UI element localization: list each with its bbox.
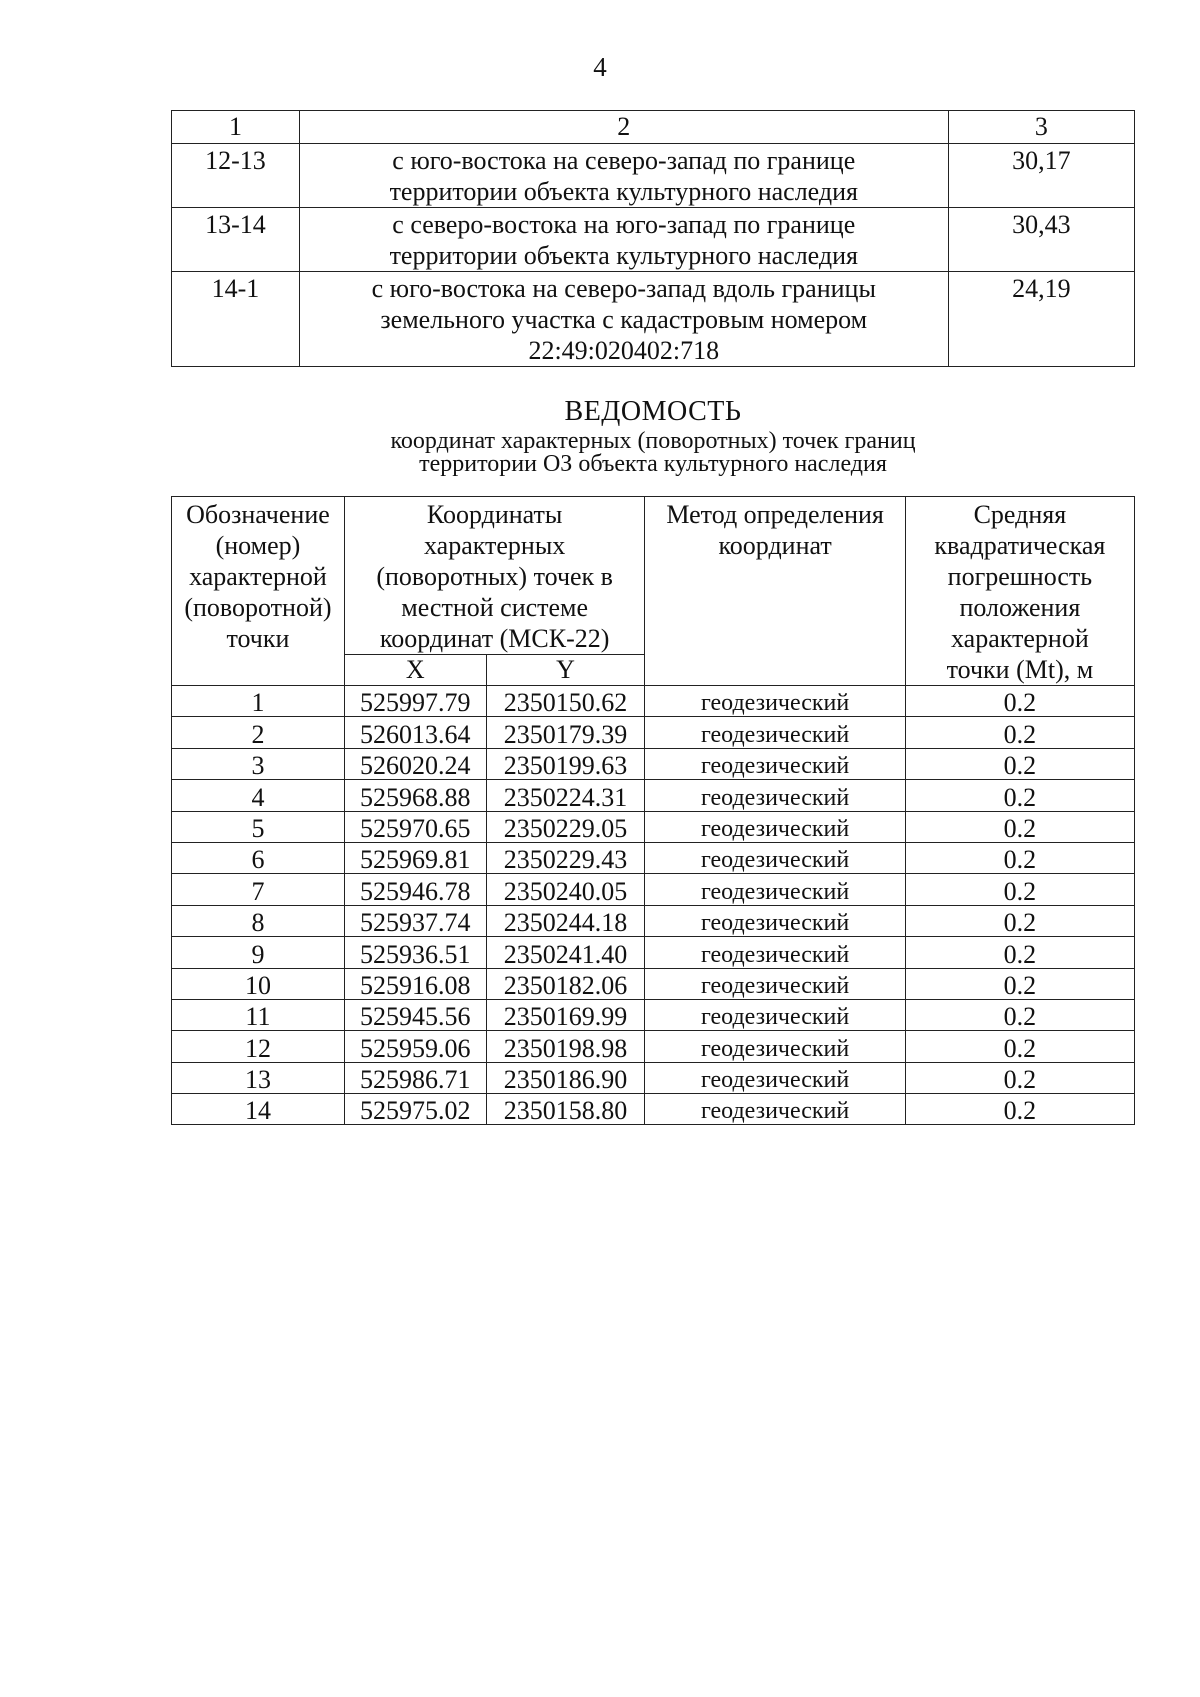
segment-cell: 12-13 (172, 144, 300, 208)
error-cell: 0.2 (905, 1062, 1134, 1093)
x-coordinate-cell: 525936.51 (344, 937, 486, 968)
header-line: Средняя (973, 500, 1067, 529)
header-cell-col3: 3 (948, 111, 1134, 144)
method-cell: геодезический (645, 842, 905, 873)
y-coordinate-cell: 2350229.05 (486, 811, 645, 842)
report-title: ВЕДОМОСТЬ (564, 396, 742, 427)
table-row (172, 1062, 1135, 1093)
x-coordinate-cell: 525975.02 (344, 1094, 486, 1125)
error-cell: 0.2 (905, 748, 1134, 779)
description-line: территории объекта культурного наследия (389, 241, 858, 270)
header-line: (поворотных) точек в (376, 562, 613, 591)
y-coordinate-cell: 2350150.62 (486, 686, 645, 717)
error-cell: 0.2 (905, 968, 1134, 999)
description-line: с юго-востока на северо-запад вдоль границы (371, 274, 876, 303)
header-cell-col2: 2 (299, 111, 948, 144)
description-line: с северо-востока на юго-запад по границе (392, 210, 856, 239)
method-cell: геодезический (645, 748, 905, 779)
method-cell: геодезический (645, 1062, 905, 1093)
y-coordinate-cell: 2350199.63 (486, 748, 645, 779)
y-coordinate-cell: 2350169.99 (486, 999, 645, 1030)
x-coordinate-cell: 526013.64 (344, 717, 486, 748)
header-line: характерной (951, 624, 1089, 653)
y-coordinate-cell: 2350158.80 (486, 1094, 645, 1125)
header-line: точки (Mt), м (946, 655, 1094, 684)
header-line: положения (959, 593, 1081, 622)
table-row (172, 208, 1135, 272)
route-table-header-row (172, 111, 1135, 144)
header-mean-square-error (905, 497, 1134, 686)
report-subtitle-line-1: координат характерных (поворотных) точек границ (390, 428, 916, 454)
coordinates-table-body (172, 686, 1135, 1125)
point-number-cell: 2 (172, 717, 345, 748)
y-coordinate-cell: 2350241.40 (486, 937, 645, 968)
y-coordinate-cell: 2350244.18 (486, 905, 645, 936)
header-line: погрешность (947, 562, 1093, 591)
y-coordinate-cell: 2350198.98 (486, 1031, 645, 1062)
y-coordinate-cell: 2350224.31 (486, 780, 645, 811)
coordinates-table (171, 496, 1135, 1125)
y-coordinate-cell: 2350186.90 (486, 1062, 645, 1093)
point-number-cell: 13 (172, 1062, 345, 1093)
header-line: квадратическая (934, 531, 1106, 560)
table-row (172, 272, 1135, 367)
x-coordinate-cell: 525970.65 (344, 811, 486, 842)
error-cell: 0.2 (905, 811, 1134, 842)
table-row (172, 874, 1135, 905)
y-coordinate-cell: 2350229.43 (486, 842, 645, 873)
header-line: точки (226, 624, 290, 653)
point-number-cell: 4 (172, 780, 345, 811)
header-line: Координаты (426, 500, 563, 529)
header-line: Обозначение (186, 500, 330, 529)
y-coordinate-cell: 2350179.39 (486, 717, 645, 748)
error-cell: 0.2 (905, 1094, 1134, 1125)
header-line: Метод определения (666, 500, 884, 529)
x-coordinate-cell: 525937.74 (344, 905, 486, 936)
error-cell: 0.2 (905, 842, 1134, 873)
header-coordinates (344, 497, 645, 655)
header-cell-col1: 1 (172, 111, 300, 144)
table-row (172, 937, 1135, 968)
description-line: с юго-востока на северо-запад по границе (392, 146, 856, 175)
point-number-cell: 7 (172, 874, 345, 905)
method-cell: геодезический (645, 968, 905, 999)
x-coordinate-cell: 525946.78 (344, 874, 486, 905)
description-line: 22:49:020402:718 (528, 336, 720, 365)
length-cell: 30,17 (948, 144, 1134, 208)
x-coordinate-cell: 525968.88 (344, 780, 486, 811)
table-row (172, 842, 1135, 873)
header-point-designation (172, 497, 345, 686)
x-coordinate-cell: 525945.56 (344, 999, 486, 1030)
coordinates-table-head (172, 497, 1135, 686)
error-cell: 0.2 (905, 1031, 1134, 1062)
description-line: территории объекта культурного наследия (389, 177, 858, 206)
error-cell: 0.2 (905, 905, 1134, 936)
header-line: характерной (189, 562, 327, 591)
method-cell: геодезический (645, 874, 905, 905)
method-cell: геодезический (645, 937, 905, 968)
point-number-cell: 1 (172, 686, 345, 717)
x-coordinate-cell: 525969.81 (344, 842, 486, 873)
header-line: координат (МСК-22) (379, 624, 610, 653)
description-cell (299, 144, 948, 208)
header-line: (поворотной) (184, 593, 332, 622)
table-row (172, 811, 1135, 842)
table-row (172, 144, 1135, 208)
method-cell: геодезический (645, 999, 905, 1030)
header-y: Y (486, 655, 645, 686)
point-number-cell: 6 (172, 842, 345, 873)
length-cell: 30,43 (948, 208, 1134, 272)
error-cell: 0.2 (905, 717, 1134, 748)
segment-cell: 14-1 (172, 272, 300, 367)
error-cell: 0.2 (905, 780, 1134, 811)
report-subtitle-line-2: территории ОЗ объекта культурного наследия (419, 451, 887, 477)
method-cell: геодезический (645, 780, 905, 811)
length-cell: 24,19 (948, 272, 1134, 367)
table-row (172, 717, 1135, 748)
method-cell: геодезический (645, 686, 905, 717)
point-number-cell: 14 (172, 1094, 345, 1125)
header-line: координат (718, 531, 832, 560)
point-number-cell: 3 (172, 748, 345, 779)
method-cell: геодезический (645, 717, 905, 748)
description-cell (299, 208, 948, 272)
error-cell: 0.2 (905, 937, 1134, 968)
y-coordinate-cell: 2350240.05 (486, 874, 645, 905)
x-coordinate-cell: 525986.71 (344, 1062, 486, 1093)
table-row (172, 686, 1135, 717)
point-number-cell: 10 (172, 968, 345, 999)
error-cell: 0.2 (905, 874, 1134, 905)
header-line: (номер) (215, 531, 301, 560)
table-row (172, 905, 1135, 936)
page-number: 4 (593, 52, 607, 82)
point-number-cell: 12 (172, 1031, 345, 1062)
method-cell: геодезический (645, 905, 905, 936)
route-table (171, 110, 1135, 367)
x-coordinate-cell: 525959.06 (344, 1031, 486, 1062)
header-line: характерных (424, 531, 566, 560)
point-number-cell: 5 (172, 811, 345, 842)
table-row (172, 999, 1135, 1030)
route-table-body (172, 111, 1135, 367)
point-number-cell: 8 (172, 905, 345, 936)
header-line: местной системе (401, 593, 589, 622)
method-cell: геодезический (645, 1031, 905, 1062)
y-coordinate-cell: 2350182.06 (486, 968, 645, 999)
table-row (172, 748, 1135, 779)
table-row (172, 1094, 1135, 1125)
method-cell: геодезический (645, 811, 905, 842)
x-coordinate-cell: 525997.79 (344, 686, 486, 717)
description-line: земельного участка с кадастровым номером (380, 305, 868, 334)
table-row (172, 780, 1135, 811)
point-number-cell: 9 (172, 937, 345, 968)
x-coordinate-cell: 526020.24 (344, 748, 486, 779)
table-row (172, 1031, 1135, 1062)
method-cell: геодезический (645, 1094, 905, 1125)
table-row (172, 968, 1135, 999)
error-cell: 0.2 (905, 686, 1134, 717)
header-method (645, 497, 905, 686)
point-number-cell: 11 (172, 999, 345, 1030)
error-cell: 0.2 (905, 999, 1134, 1030)
segment-cell: 13-14 (172, 208, 300, 272)
x-coordinate-cell: 525916.08 (344, 968, 486, 999)
header-x: X (344, 655, 486, 686)
description-cell (299, 272, 948, 367)
